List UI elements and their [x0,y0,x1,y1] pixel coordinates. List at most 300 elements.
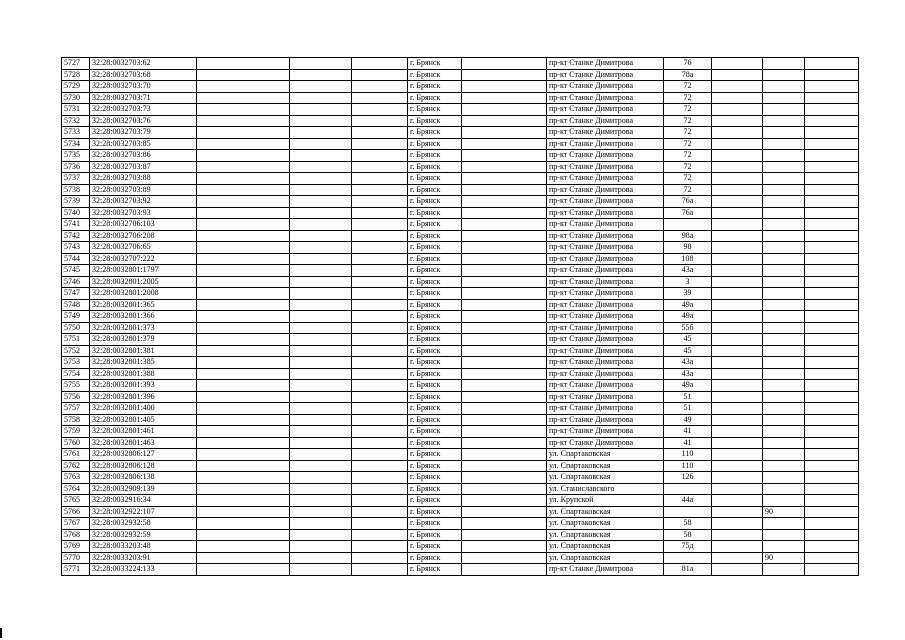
cadastral-number-cell: 32:28:0032806:127 [90,449,197,461]
col-4-cell [290,299,352,311]
row-number-cell: 5771 [62,564,90,576]
row-number-cell: 5734 [62,138,90,150]
col-3-cell [197,552,290,564]
col-5-cell [352,276,408,288]
col-4-cell [290,506,352,518]
table-row [62,483,859,495]
street-cell: пр-кт Станке Димитрова [547,184,664,196]
street-cell: пр-кт Станке Димитрова [547,150,664,162]
col-7-cell [462,299,547,311]
row-number-cell: 5738 [62,184,90,196]
street-cell: пр-кт Станке Димитрова [547,58,664,70]
register-table [61,57,859,576]
table-row [62,81,859,93]
row-number-cell: 5749 [62,311,90,323]
house-number-cell: 45 [664,334,712,346]
col-3-cell [197,138,290,150]
row-number-cell: 5746 [62,276,90,288]
col-3-cell [197,127,290,139]
col-5-cell [352,472,408,484]
col-5-cell [352,414,408,426]
street-cell: пр-кт Станке Димитрова [547,92,664,104]
table-row [62,196,859,208]
col-11-cell [763,529,805,541]
row-number-cell: 5766 [62,506,90,518]
col-5-cell [352,230,408,242]
city-cell: г. Брянск [408,81,462,93]
col-5-cell [352,161,408,173]
col-10-cell [712,460,763,472]
col-4-cell [290,104,352,116]
col-10-cell [712,173,763,185]
col-12-cell [805,529,859,541]
col-7-cell [462,58,547,70]
col-11-cell [763,265,805,277]
col-5-cell [352,357,408,369]
street-cell: ул. Спартаковская [547,506,664,518]
row-number-cell: 5732 [62,115,90,127]
street-cell: пр-кт Станке Димитрова [547,104,664,116]
table-row [62,92,859,104]
city-cell: г. Брянск [408,564,462,576]
col-4-cell [290,161,352,173]
row-number-cell: 5727 [62,58,90,70]
cadastral-number-cell: 32:28:0032703:89 [90,184,197,196]
house-number-cell: 76 [664,58,712,70]
col-4-cell [290,472,352,484]
col-11-cell [763,564,805,576]
col-10-cell [712,380,763,392]
col-3-cell [197,230,290,242]
city-cell: г. Брянск [408,380,462,392]
col-7-cell [462,541,547,553]
city-cell: г. Брянск [408,161,462,173]
col-3-cell [197,276,290,288]
col-11-cell [763,368,805,380]
street-cell: пр-кт Станке Димитрова [547,161,664,173]
table-row [62,334,859,346]
col-12-cell [805,253,859,265]
col-7-cell [462,414,547,426]
col-11-cell [763,541,805,553]
col-7-cell [462,127,547,139]
col-3-cell [197,161,290,173]
col-11-cell [763,437,805,449]
col-12-cell [805,541,859,553]
col-12-cell [805,483,859,495]
street-cell: пр-кт Станке Димитрова [547,357,664,369]
house-number-cell: 72 [664,104,712,116]
row-number-cell: 5751 [62,334,90,346]
row-number-cell: 5750 [62,322,90,334]
house-number-cell: 76а [664,207,712,219]
street-cell: пр-кт Станке Димитрова [547,403,664,415]
house-number-cell: 58 [664,518,712,530]
col-10-cell [712,184,763,196]
table-row [62,460,859,472]
col-3-cell [197,403,290,415]
cadastral-number-cell: 32:28:0032706:65 [90,242,197,254]
table-row [62,115,859,127]
col-5-cell [352,253,408,265]
col-10-cell [712,81,763,93]
col-12-cell [805,403,859,415]
col-10-cell [712,115,763,127]
table-row [62,104,859,116]
col-11-cell [763,357,805,369]
col-3-cell [197,472,290,484]
table-row [62,299,859,311]
row-number-cell: 5740 [62,207,90,219]
table-row [62,564,859,576]
col-7-cell [462,207,547,219]
city-cell: г. Брянск [408,311,462,323]
col-11-cell [763,230,805,242]
row-number-cell: 5760 [62,437,90,449]
street-cell: пр-кт Станке Димитрова [547,173,664,185]
col-3-cell [197,299,290,311]
col-12-cell [805,184,859,196]
street-cell: пр-кт Станке Димитрова [547,115,664,127]
street-cell: пр-кт Станке Димитрова [547,127,664,139]
col-10-cell [712,207,763,219]
col-10-cell [712,518,763,530]
cadastral-number-cell: 32:28:0032703:87 [90,161,197,173]
street-cell: пр-кт Станке Димитрова [547,380,664,392]
col-4-cell [290,115,352,127]
city-cell: г. Брянск [408,173,462,185]
street-cell: ул. Спартаковская [547,518,664,530]
table-row [62,69,859,81]
col-12-cell [805,449,859,461]
street-cell: пр-кт Станке Димитрова [547,69,664,81]
col-12-cell [805,69,859,81]
cadastral-number-cell: 32:28:0032801:400 [90,403,197,415]
table-row [62,230,859,242]
col-7-cell [462,92,547,104]
col-10-cell [712,564,763,576]
col-7-cell [462,437,547,449]
col-4-cell [290,173,352,185]
house-number-cell: 72 [664,81,712,93]
house-number-cell: 51 [664,391,712,403]
col-4-cell [290,219,352,231]
col-4-cell [290,184,352,196]
col-4-cell [290,253,352,265]
col-7-cell [462,345,547,357]
col-5-cell [352,242,408,254]
table-row [62,357,859,369]
col-12-cell [805,219,859,231]
cadastral-number-cell: 32:28:0032703:70 [90,81,197,93]
house-number-cell: 78а [664,69,712,81]
cadastral-number-cell: 32:28:0032909:139 [90,483,197,495]
col-7-cell [462,391,547,403]
col-7-cell [462,161,547,173]
table-row [62,437,859,449]
city-cell: г. Брянск [408,529,462,541]
col-12-cell [805,495,859,507]
cadastral-number-cell: 32:28:0032801:1797 [90,265,197,277]
col-10-cell [712,92,763,104]
col-3-cell [197,564,290,576]
col-11-cell [763,196,805,208]
col-5-cell [352,483,408,495]
col-10-cell [712,265,763,277]
house-number-cell [664,483,712,495]
street-cell: пр-кт Станке Димитрова [547,322,664,334]
cadastral-number-cell: 32:28:0032703:76 [90,115,197,127]
row-number-cell: 5737 [62,173,90,185]
city-cell: г. Брянск [408,253,462,265]
col-11-cell [763,460,805,472]
table-row [62,207,859,219]
street-cell: пр-кт Станке Димитрова [547,81,664,93]
table-row [62,472,859,484]
row-number-cell: 5744 [62,253,90,265]
col-3-cell [197,495,290,507]
col-5-cell [352,265,408,277]
cadastral-number-cell: 32:28:0033203:48 [90,541,197,553]
row-number-cell: 5752 [62,345,90,357]
house-number-cell: 43а [664,357,712,369]
col-7-cell [462,518,547,530]
col-5-cell [352,92,408,104]
col-5-cell [352,104,408,116]
col-7-cell [462,196,547,208]
street-cell: ул. Спартаковская [547,552,664,564]
col-4-cell [290,127,352,139]
col-4-cell [290,403,352,415]
col-5-cell [352,334,408,346]
row-number-cell: 5762 [62,460,90,472]
cadastral-number-cell: 32:28:0032801:366 [90,311,197,323]
street-cell: пр-кт Станке Димитрова [547,230,664,242]
cadastral-number-cell: 32:28:0032706:103 [90,219,197,231]
col-3-cell [197,196,290,208]
table-row [62,449,859,461]
col-5-cell [352,150,408,162]
col-5-cell [352,311,408,323]
col-4-cell [290,150,352,162]
col-7-cell [462,322,547,334]
col-7-cell [462,253,547,265]
street-cell: пр-кт Станке Димитрова [547,219,664,231]
col-7-cell [462,311,547,323]
table-row [62,150,859,162]
cadastral-number-cell: 32:28:0032801:2005 [90,276,197,288]
house-number-cell: 81а [664,564,712,576]
cadastral-number-cell: 32:28:0032801:385 [90,357,197,369]
house-number-cell: 72 [664,127,712,139]
col-4-cell [290,437,352,449]
col-5-cell [352,81,408,93]
row-number-cell: 5759 [62,426,90,438]
col-3-cell [197,265,290,277]
col-4-cell [290,357,352,369]
col-10-cell [712,196,763,208]
col-11-cell [763,127,805,139]
col-11-cell [763,426,805,438]
col-4-cell [290,276,352,288]
city-cell: г. Брянск [408,345,462,357]
cadastral-number-cell: 32:28:0032703:68 [90,69,197,81]
cadastral-number-cell: 32:28:0032703:85 [90,138,197,150]
house-number-cell: 72 [664,184,712,196]
col-4-cell [290,552,352,564]
table-row [62,541,859,553]
city-cell: г. Брянск [408,219,462,231]
col-4-cell [290,495,352,507]
col-7-cell [462,230,547,242]
col-10-cell [712,414,763,426]
col-12-cell [805,552,859,564]
col-12-cell [805,81,859,93]
street-cell: ул. Спартаковская [547,472,664,484]
col-5-cell [352,196,408,208]
street-cell: пр-кт Станке Димитрова [547,196,664,208]
col-5-cell [352,173,408,185]
col-11-cell [763,104,805,116]
city-cell: г. Брянск [408,207,462,219]
house-number-cell: 44а [664,495,712,507]
city-cell: г. Брянск [408,472,462,484]
col-12-cell [805,104,859,116]
row-number-cell: 5765 [62,495,90,507]
street-cell: пр-кт Станке Димитрова [547,253,664,265]
col-4-cell [290,368,352,380]
col-11-cell: 90 [763,506,805,518]
col-5-cell [352,58,408,70]
col-11-cell [763,311,805,323]
col-4-cell [290,380,352,392]
col-11-cell [763,253,805,265]
row-number-cell: 5728 [62,69,90,81]
city-cell: г. Брянск [408,115,462,127]
col-3-cell [197,242,290,254]
row-number-cell: 5757 [62,403,90,415]
col-12-cell [805,391,859,403]
col-11-cell [763,449,805,461]
col-12-cell [805,173,859,185]
city-cell: г. Брянск [408,150,462,162]
col-3-cell [197,115,290,127]
col-5-cell [352,564,408,576]
col-10-cell [712,161,763,173]
col-11-cell [763,495,805,507]
col-11-cell [763,288,805,300]
col-12-cell [805,115,859,127]
col-3-cell [197,253,290,265]
cadastral-number-cell: 32:28:0032806:138 [90,472,197,484]
col-5-cell [352,460,408,472]
city-cell: г. Брянск [408,138,462,150]
house-number-cell: 43а [664,368,712,380]
table-row [62,311,859,323]
col-11-cell: 90 [763,552,805,564]
row-number-cell: 5747 [62,288,90,300]
house-number-cell: 41 [664,437,712,449]
house-number-cell: 72 [664,161,712,173]
table-row [62,506,859,518]
city-cell: г. Брянск [408,184,462,196]
house-number-cell: 98а [664,230,712,242]
col-4-cell [290,311,352,323]
city-cell: г. Брянск [408,334,462,346]
col-5-cell [352,391,408,403]
col-12-cell [805,196,859,208]
col-7-cell [462,495,547,507]
col-5-cell [352,529,408,541]
col-5-cell [352,184,408,196]
col-12-cell [805,334,859,346]
street-cell: пр-кт Станке Димитрова [547,311,664,323]
row-number-cell: 5763 [62,472,90,484]
col-10-cell [712,127,763,139]
col-11-cell [763,483,805,495]
cadastral-number-cell: 32:28:0032801:365 [90,299,197,311]
col-7-cell [462,138,547,150]
house-number-cell: 45 [664,345,712,357]
col-7-cell [462,173,547,185]
house-number-cell: 76а [664,196,712,208]
cadastral-number-cell: 32:28:0032801:379 [90,334,197,346]
col-10-cell [712,311,763,323]
col-7-cell [462,276,547,288]
row-number-cell: 5745 [62,265,90,277]
city-cell: г. Брянск [408,288,462,300]
street-cell: пр-кт Станке Димитрова [547,414,664,426]
house-number-cell: 110 [664,449,712,461]
col-5-cell [352,127,408,139]
row-number-cell: 5767 [62,518,90,530]
col-3-cell [197,219,290,231]
row-number-cell: 5730 [62,92,90,104]
col-4-cell [290,518,352,530]
table-row [62,184,859,196]
col-5-cell [352,299,408,311]
house-number-cell: 75д [664,541,712,553]
col-4-cell [290,541,352,553]
street-cell: пр-кт Станке Димитрова [547,299,664,311]
city-cell: г. Брянск [408,265,462,277]
row-number-cell: 5748 [62,299,90,311]
row-number-cell: 5733 [62,127,90,139]
city-cell: г. Брянск [408,483,462,495]
col-11-cell [763,92,805,104]
house-number-cell: 43а [664,265,712,277]
house-number-cell: 110 [664,460,712,472]
table-row [62,391,859,403]
cadastral-number-cell: 32:28:0032801:373 [90,322,197,334]
col-4-cell [290,242,352,254]
street-cell: пр-кт Станке Димитрова [547,437,664,449]
col-12-cell [805,368,859,380]
table-row [62,219,859,231]
col-10-cell [712,299,763,311]
col-10-cell [712,541,763,553]
table-row [62,345,859,357]
col-12-cell [805,288,859,300]
col-11-cell [763,403,805,415]
col-10-cell [712,104,763,116]
col-7-cell [462,81,547,93]
col-5-cell [352,518,408,530]
col-4-cell [290,81,352,93]
table-row [62,403,859,415]
table-row [62,518,859,530]
col-5-cell [352,69,408,81]
